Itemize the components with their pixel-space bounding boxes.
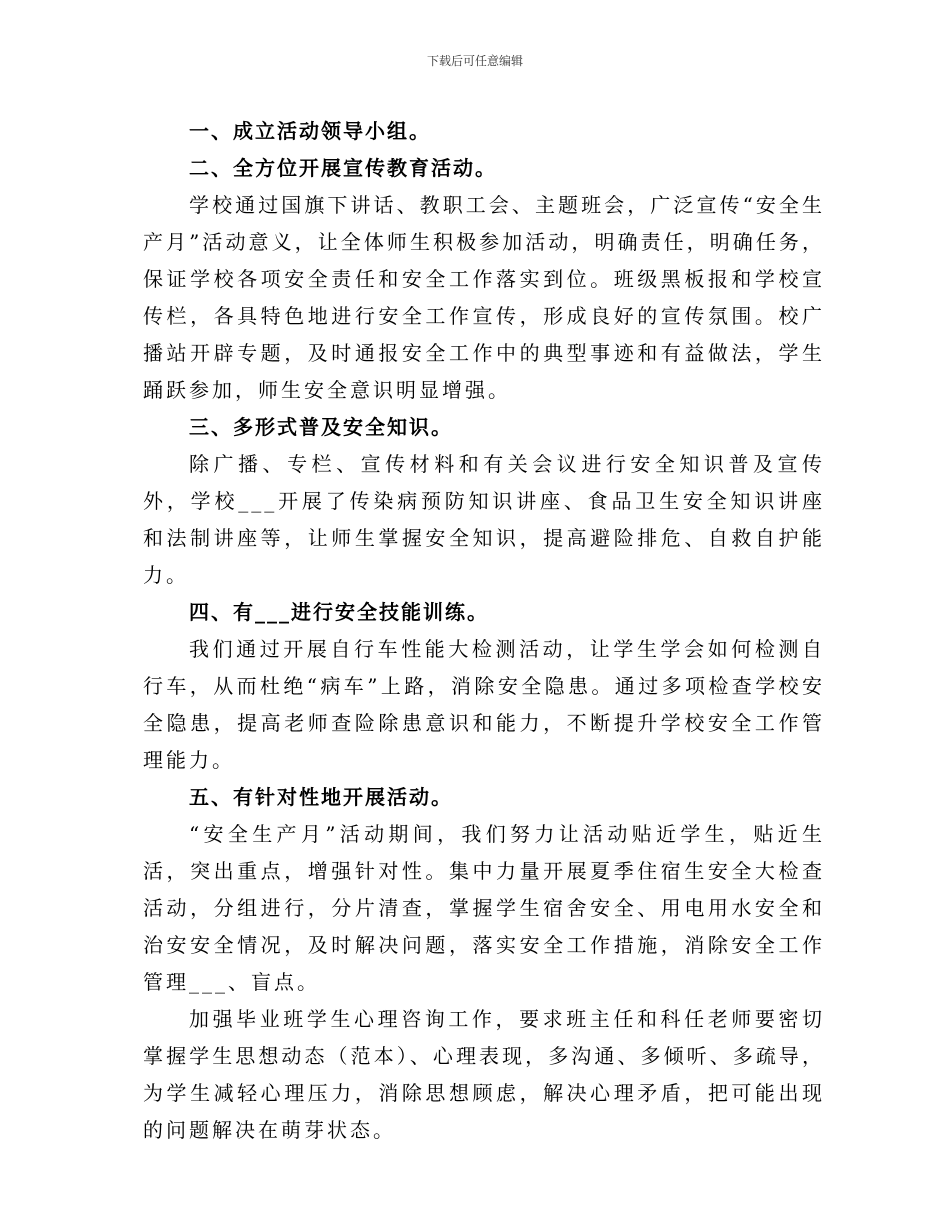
paragraph-counseling: 加强毕业班学生心理咨询工作，要求班主任和科任老师要密切掌握学生思想动态（范本）、心理表现，多沟通、多倾听、多疏导，为学生减轻心理压力，消除思想顾虑，解决心理矛盾，把可能出现的问题解决在萌芽状态。	[143, 1007, 825, 1142]
paragraph-knowledge: 除广播、专栏、宣传材料和有关会议进行安全知识普及宣传外，学校___开展了传染病预防知识讲座、食品卫生安全知识讲座和法制讲座等，让师生掌握安全知识，提高避险排危、自救自护能力。	[143, 452, 825, 587]
section-heading-4: 四、有___进行安全技能训练。	[189, 600, 489, 624]
paragraph-skills: 我们通过开展自行车性能大检测活动，让学生学会如何检测自行车，从而杜绝“病车”上路，消除安全隐患。通过多项检查学校安全隐患，提高老师查险除患意识和能力，不断提升学校安全工作管理能力。	[143, 637, 825, 772]
section-heading-1: 一、成立活动领导小组。	[189, 119, 431, 143]
section-heading-5: 五、有针对性地开展活动。	[189, 785, 453, 809]
paragraph-activities: “安全生产月”活动期间，我们努力让活动贴近学生，贴近生活，突出重点，增强针对性。集中力量开展夏季住宿生安全大检查活动，分组进行，分片清查，掌握学生宿舍安全、用电用水安全和治安安全情况，及时解决问题，落实安全工作措施，消除安全工作管理___、盲点。	[143, 822, 825, 994]
section-heading-3: 三、多形式普及安全知识。	[189, 415, 453, 439]
document-body	[143, 113, 825, 1149]
page-header-note: 下载后可任意编辑	[426, 54, 523, 68]
paragraph-publicity: 学校通过国旗下讲话、教职工会、主题班会，广泛宣传“安全生产月”活动意义，让全体师生积极参加活动，明确责任，明确任务，保证学校各项安全责任和安全工作落实到位。班级黑板报和学校宣传栏，各具特色地进行安全工作宣传，形成良好的宣传氛围。校广播站开辟专题，及时通报安全工作中的典型事迹和有益做法，学生踊跃参加，师生安全意识明显增强。	[143, 193, 825, 402]
section-heading-2: 二、全方位开展宣传教育活动。	[189, 156, 497, 180]
